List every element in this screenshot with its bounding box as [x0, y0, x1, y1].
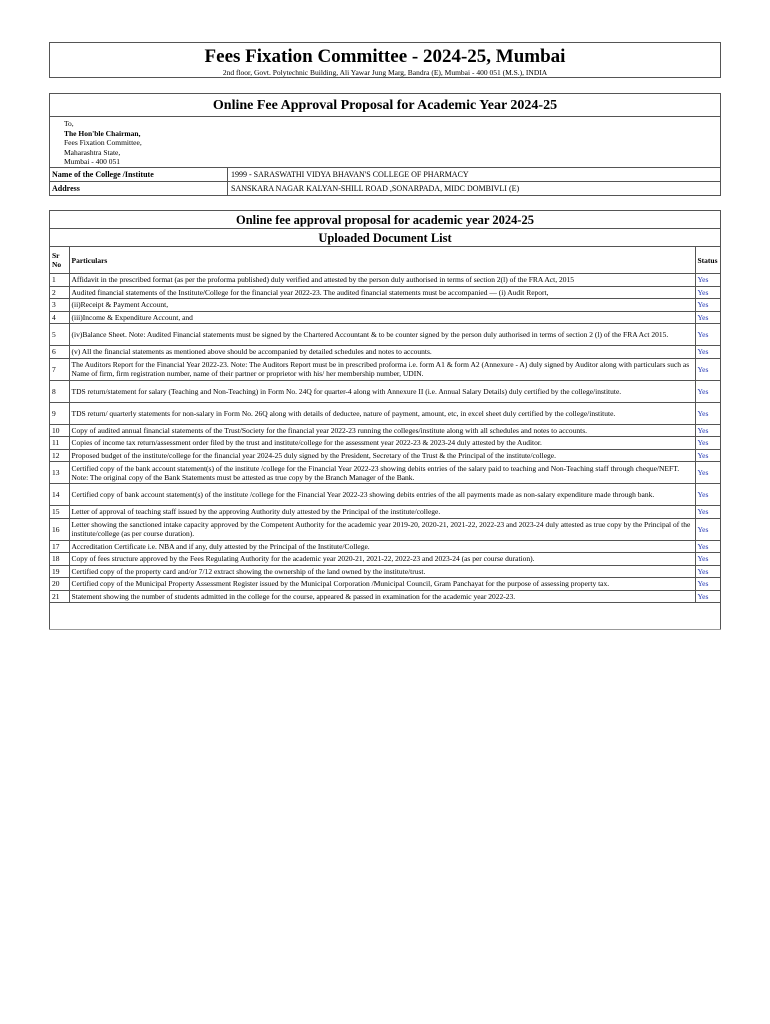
- table-row: [50, 274, 720, 287]
- row-particulars: TDS return/statement for salary (Teaching and Non-Teaching) in Form No. 24Q for quarter-4 along with Annexure II (i.e. Annual Salary Details) duly certified by the college/institute.: [69, 380, 695, 402]
- row-sr-no: 20: [50, 578, 69, 591]
- row-sr-no: 9: [50, 402, 69, 424]
- row-status: Yes: [695, 311, 720, 324]
- row-status: Yes: [695, 506, 720, 519]
- row-particulars: (v) All the financial statements as mentioned above should be accompanied by detailed schedules and notes to accounts.: [69, 346, 695, 359]
- row-sr-no: 19: [50, 565, 69, 578]
- documents-table: [50, 247, 720, 603]
- row-particulars: Statement showing the number of students admitted in the college for the course, appeared & passed in examination for the academic year 2022-23.: [69, 590, 695, 603]
- row-status: Yes: [695, 274, 720, 287]
- addressee-line: Fees Fixation Committee,: [64, 138, 142, 147]
- documents-table-body: [50, 274, 720, 603]
- proposal-box: [49, 93, 721, 196]
- row-status: Yes: [695, 424, 720, 437]
- row-status: Yes: [695, 358, 720, 380]
- documents-subtitle: Uploaded Document List: [50, 229, 720, 247]
- table-row: [50, 380, 720, 402]
- table-row: [50, 324, 720, 346]
- table-row: [50, 484, 720, 506]
- table-row: [50, 299, 720, 312]
- proposal-title: Online Fee Approval Proposal for Academic Year 2024-25: [50, 94, 720, 117]
- row-particulars: Certified copy of the Municipal Property Assessment Register issued by the Municipal Corporation /Municipal Council, Gram Panchayat for the purpose of assessing property tax.: [69, 578, 695, 591]
- header-particulars: Particulars: [69, 247, 695, 274]
- row-status: Yes: [695, 286, 720, 299]
- row-sr-no: 21: [50, 590, 69, 603]
- table-row: [50, 565, 720, 578]
- row-status: Yes: [695, 484, 720, 506]
- addressee-to: To,: [64, 119, 74, 128]
- documents-box: [49, 210, 721, 630]
- row-particulars: Copy of fees structure approved by the Fees Regulating Authority for the academic year 2020-21, 2021-22, 2022-23 and 2023-24 (as per course duration).: [69, 553, 695, 566]
- row-particulars: Letter of approval of teaching staff issued by the approving Authority duly attested by the Principal of the institute/college.: [69, 506, 695, 519]
- row-status: Yes: [695, 462, 720, 484]
- row-sr-no: 6: [50, 346, 69, 359]
- table-row: [50, 540, 720, 553]
- row-particulars: Copy of audited annual financial statements of the Trust/Society for the financial year 2022-23 running the colleges/institute along with all schedules and notes to accounts.: [69, 424, 695, 437]
- table-row: [50, 424, 720, 437]
- header-box: [49, 42, 721, 78]
- college-address-value: SANSKARA NAGAR KALYAN-SHILL ROAD ,SONARPADA, MIDC DOMBIVLI (E): [231, 184, 520, 193]
- row-status: Yes: [695, 565, 720, 578]
- row-sr-no: 3: [50, 299, 69, 312]
- addressee-line: Maharashtra State,: [64, 147, 121, 157]
- table-row: [50, 311, 720, 324]
- table-row: [50, 518, 720, 540]
- row-particulars: The Auditors Report for the Financial Year 2022-23. Note: The Auditors Report must be in prescribed proforma i.e. form A1 & form A2 (Annexure - A) duly signed by Auditor along with particulars such as Name of firm, firm registration number, name of their partner or proprietor with his/ her membership number, UDIN.: [69, 358, 695, 380]
- row-status: Yes: [695, 380, 720, 402]
- row-particulars: TDS return/ quarterly statements for non-salary in Form No. 26Q along with details of deductee, nature of payment, amount, etc, in excel sheet duly certified by the college/institute.: [69, 402, 695, 424]
- row-status: Yes: [695, 437, 720, 450]
- row-particulars: Copies of income tax return/assessment order filed by the trust and institute/college for the assessment year 2022-23 & 2023-24 duly attested by the Auditor.: [69, 437, 695, 450]
- college-address-label: Address: [50, 182, 228, 195]
- row-status: Yes: [695, 402, 720, 424]
- row-particulars: (ii)Receipt & Payment Account,: [69, 299, 695, 312]
- college-name-row: [50, 168, 720, 181]
- table-row: [50, 553, 720, 566]
- row-status: Yes: [695, 324, 720, 346]
- row-sr-no: 5: [50, 324, 69, 346]
- table-row: [50, 286, 720, 299]
- row-sr-no: 14: [50, 484, 69, 506]
- row-particulars: Certified copy of the bank account statement(s) of the institute /college for the Financial Year 2022-23 showing debits entries of the salary paid to teaching and Non-Teaching staff through cheque/NEFT. Note: The original copy of the Bank Statements must be attested as true copy by the Branch Manager of the Bank.: [69, 462, 695, 484]
- row-status: Yes: [695, 346, 720, 359]
- college-name-value: 1999 - SARASWATHI VIDYA BHAVAN'S COLLEGE OF PHARMACY: [231, 170, 469, 179]
- row-sr-no: 15: [50, 506, 69, 519]
- addressee-name: The Hon'ble Chairman,: [64, 128, 141, 138]
- row-status: Yes: [695, 540, 720, 553]
- row-sr-no: 17: [50, 540, 69, 553]
- table-row: [50, 462, 720, 484]
- row-sr-no: 8: [50, 380, 69, 402]
- table-row: [50, 346, 720, 359]
- addressee-line: Mumbai - 400 051: [64, 157, 121, 166]
- row-sr-no: 12: [50, 449, 69, 462]
- row-status: Yes: [695, 449, 720, 462]
- table-row: [50, 437, 720, 450]
- committee-address: 2nd floor, Govt. Polytechnic Building, Ali Yawar Jung Marg, Bandra (E), Mumbai - 400 051 (M.S.), INDIA: [222, 68, 548, 77]
- row-status: Yes: [695, 299, 720, 312]
- table-row: [50, 449, 720, 462]
- table-row: [50, 358, 720, 380]
- row-status: Yes: [695, 590, 720, 603]
- row-sr-no: 11: [50, 437, 69, 450]
- table-row: [50, 506, 720, 519]
- row-particulars: Affidavit in the prescribed format (as per the proforma published) duly verified and attested by the person duly authorised in terms of section 2(l) of the FRA Act, 2015: [69, 274, 695, 287]
- row-sr-no: 16: [50, 518, 69, 540]
- row-sr-no: 18: [50, 553, 69, 566]
- row-status: Yes: [695, 518, 720, 540]
- row-particulars: Accreditation Certificate i.e. NBA and if any, duly attested by the Principal of the Institute/College.: [69, 540, 695, 553]
- documents-title: Online fee approval proposal for academic year 2024-25: [50, 211, 720, 229]
- row-particulars: Certified copy of bank account statement(s) of the institute /college for the Financial Year 2022-23 showing debits entries of the all payments made as non-salary expenditure made through bank.: [69, 484, 695, 506]
- row-sr-no: 7: [50, 358, 69, 380]
- row-particulars: Certified copy of the property card and/or 7/12 extract showing the ownership of the land owned by the institute/trust.: [69, 565, 695, 578]
- row-particulars: Letter showing the sanctioned intake capacity approved by the Competent Authority for the academic year 2019-20, 2020-21, 2021-22, 2022-23 and 2023-24 duly attested as true copy by the Principal of the institute/college (as per course duration).: [69, 518, 695, 540]
- page-title: Fees Fixation Committee - 2024-25, Mumbai: [204, 46, 566, 67]
- row-status: Yes: [695, 578, 720, 591]
- row-sr-no: 1: [50, 274, 69, 287]
- row-particulars: Audited financial statements of the Institute/College for the financial year 2022-23. The audited financial statements must be accompanied — (i) Audit Report,: [69, 286, 695, 299]
- row-sr-no: 2: [50, 286, 69, 299]
- row-status: Yes: [695, 553, 720, 566]
- row-particulars: (iv)Balance Sheet. Note: Audited Financial statements must be signed by the Chartered Accountant & to be counter signed by the person duly authorised in terms of section 2 (l) of the FRA Act 2015.: [69, 324, 695, 346]
- bottom-divider: [49, 629, 721, 630]
- college-name-label: Name of the College /Institute: [50, 168, 228, 181]
- row-sr-no: 13: [50, 462, 69, 484]
- table-row: [50, 590, 720, 603]
- row-particulars: (iii)Income & Expenditure Account, and: [69, 311, 695, 324]
- row-sr-no: 4: [50, 311, 69, 324]
- row-particulars: Proposed budget of the institute/college for the financial year 2024-25 duly signed by the President, Secretary of the Trust & the Principal of the institute/college.: [69, 449, 695, 462]
- college-address-row: [50, 181, 720, 195]
- addressee-block: [50, 117, 720, 168]
- table-row: [50, 402, 720, 424]
- header-sr-no: Sr No: [50, 247, 69, 274]
- row-sr-no: 10: [50, 424, 69, 437]
- table-header-row: [50, 247, 720, 274]
- table-row: [50, 578, 720, 591]
- header-status: Status: [695, 247, 720, 274]
